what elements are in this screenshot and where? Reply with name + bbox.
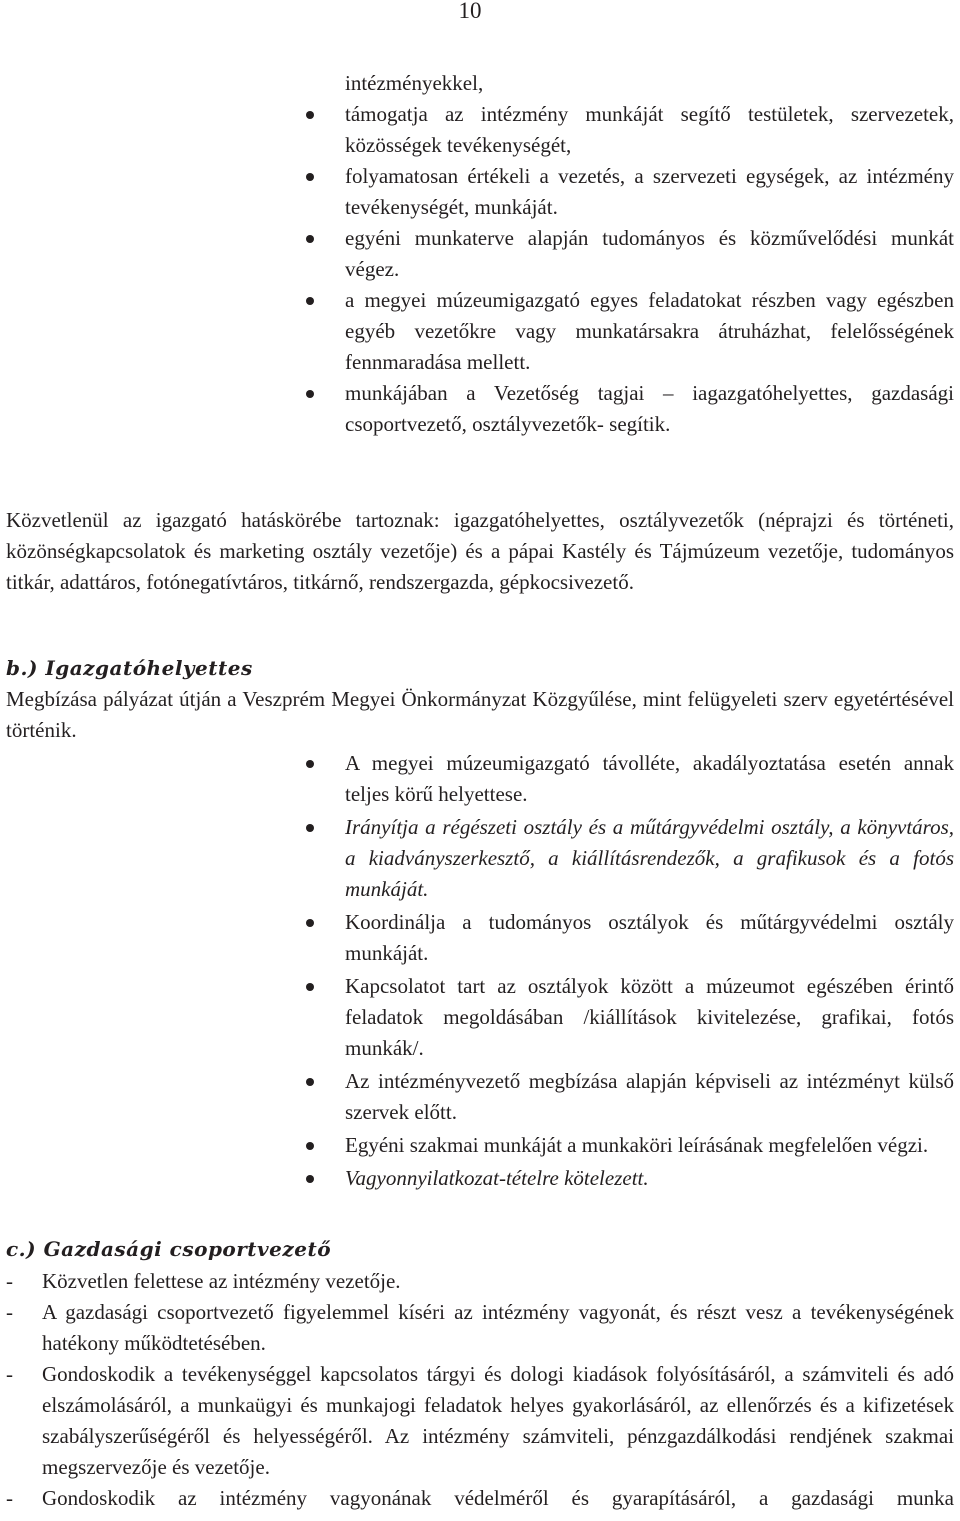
dash-marker: - [6, 1269, 13, 1293]
list-item-text: A gazdasági csoportvezető figyelemmel kíséri az intézmény vagyonát, és részt vesz a tevékenységének hatékony működtetésében. [42, 1300, 954, 1355]
dash-marker: - [6, 1300, 13, 1324]
list-item-text: Az intézményvezető megbízása alapján képviseli az intézményt külső szervek előtt. [345, 1069, 954, 1124]
list-item-text: Irányítja a régészeti osztály és a műtárgyvédelmi osztály, a könyvtáros, a kiadványszerkesztő, a kiállításrendezők, a grafikusok és a fotós munkáját. [345, 815, 954, 901]
list-item-text: támogatja az intézmény munkáját segítő testületek, szervezetek, közösségek tevékenységét, [345, 102, 954, 157]
bullet-icon [306, 1078, 314, 1086]
bullet-icon [306, 919, 314, 927]
list-item-text: folyamatosan értékeli a vezetés, a szervezeti egységek, az intézmény tevékenységét, munkáját. [345, 164, 954, 219]
list-item [0, 1266, 960, 1297]
list-item [0, 99, 960, 161]
list-item-text: Kapcsolatot tart az osztályok között a múzeumot egészében érintő feladatok megoldásában /kiállítások kivitelezése, grafikai, fotós munkák/. [345, 974, 954, 1060]
list-item-text: Közvetlen felettese az intézmény vezetője. [42, 1269, 401, 1293]
list-item [0, 378, 960, 440]
list-item [0, 1163, 960, 1194]
dash-marker: - [6, 1486, 13, 1510]
list-item-text: Gondoskodik az intézmény vagyonának védelméről és gyarapításáról, a gazdasági munka [42, 1486, 954, 1510]
section-heading-finance-lead: c.) Gazdasági csoportvezető [6, 1237, 332, 1261]
responsibilities-list [0, 68, 960, 440]
list-item-text: munkájában a Vezetőség tagjai – iagazgatóhelyettes, gazdasági csoportvezető, osztályvezetők- segítik. [345, 381, 954, 436]
list-item-text: Koordinálja a tudományos osztályok és műtárgyvédelmi osztály munkáját. [345, 910, 954, 965]
list-item [0, 1297, 960, 1359]
list-item [0, 1359, 960, 1483]
list-item-text: A megyei múzeumigazgató távolléte, akadályoztatása esetén annak teljes körű helyettese. [345, 751, 954, 806]
list-item [0, 161, 960, 223]
bullet-icon [306, 824, 314, 832]
bullet-icon [306, 390, 314, 398]
list-item-text: Vagyonnyilatkozat-tételre kötelezett. [345, 1166, 649, 1190]
dash-marker: - [6, 1362, 13, 1386]
bullet-icon [306, 983, 314, 991]
list-item [0, 1483, 960, 1514]
list-item-continuation: intézményekkel, [345, 71, 484, 95]
deputy-duties-list [0, 748, 960, 1194]
list-item [0, 971, 960, 1064]
list-item-text: Egyéni szakmai munkáját a munkaköri leírásának megfelelően végzi. [345, 1133, 929, 1157]
bullet-icon [306, 297, 314, 305]
section-heading-deputy: b.) Igazgatóhelyettes [6, 656, 253, 680]
deputy-intro-paragraph: Megbízása pályázat útján a Veszprém Megyei Önkormányzat Közgyűlése, mint felügyeleti szerv egyetértésével történik. [6, 687, 954, 742]
list-item [0, 1130, 960, 1161]
list-item [0, 748, 960, 810]
list-item-text: egyéni munkaterve alapján tudományos és közművelődési munkát végez. [345, 226, 954, 281]
list-item [0, 1066, 960, 1128]
list-item [0, 223, 960, 285]
bullet-icon [306, 235, 314, 243]
bullet-icon [306, 760, 314, 768]
finance-lead-duties-list [0, 1266, 960, 1514]
bullet-icon [306, 111, 314, 119]
list-item [0, 812, 960, 905]
bullet-icon [306, 173, 314, 181]
list-item-text: Gondoskodik a tevékenységgel kapcsolatos tárgyi és dologi kiadások folyósításáról, a számviteli és adó elszámolásáról, a munkaügyi és munkajogi feladatok helyes gyakorlásáról, az ellenőrzés és a kifizetések szabályszerűségéről és helyességéről. Az intézmény számviteli, pénzgazdálkodási rendjének szakmai megszervezője és vezetője. [42, 1362, 954, 1479]
list-item [0, 907, 960, 969]
list-item-text: a megyei múzeumigazgató egyes feladatokat részben vagy egészben egyéb vezetőkre vagy munkatársakra átruházhat, felelősségének fennmaradása mellett. [345, 288, 954, 374]
bullet-icon [306, 1142, 314, 1150]
page-number: 10 [458, 0, 482, 23]
bullet-icon [306, 1175, 314, 1183]
list-item [0, 285, 960, 378]
direct-reports-paragraph: Közvetlenül az igazgató hatáskörébe tartoznak: igazgatóhelyettes, osztályvezetők (néprajzi és történeti, közönségkapcsolatok és marketing osztály vezetője) és a pápai Kastély és Tájmúzeum vezetője, tudományos titkár, adattáros, fotónegatívtáros, titkárnő, rendszergazda, gépkocsivezető. [6, 508, 954, 594]
